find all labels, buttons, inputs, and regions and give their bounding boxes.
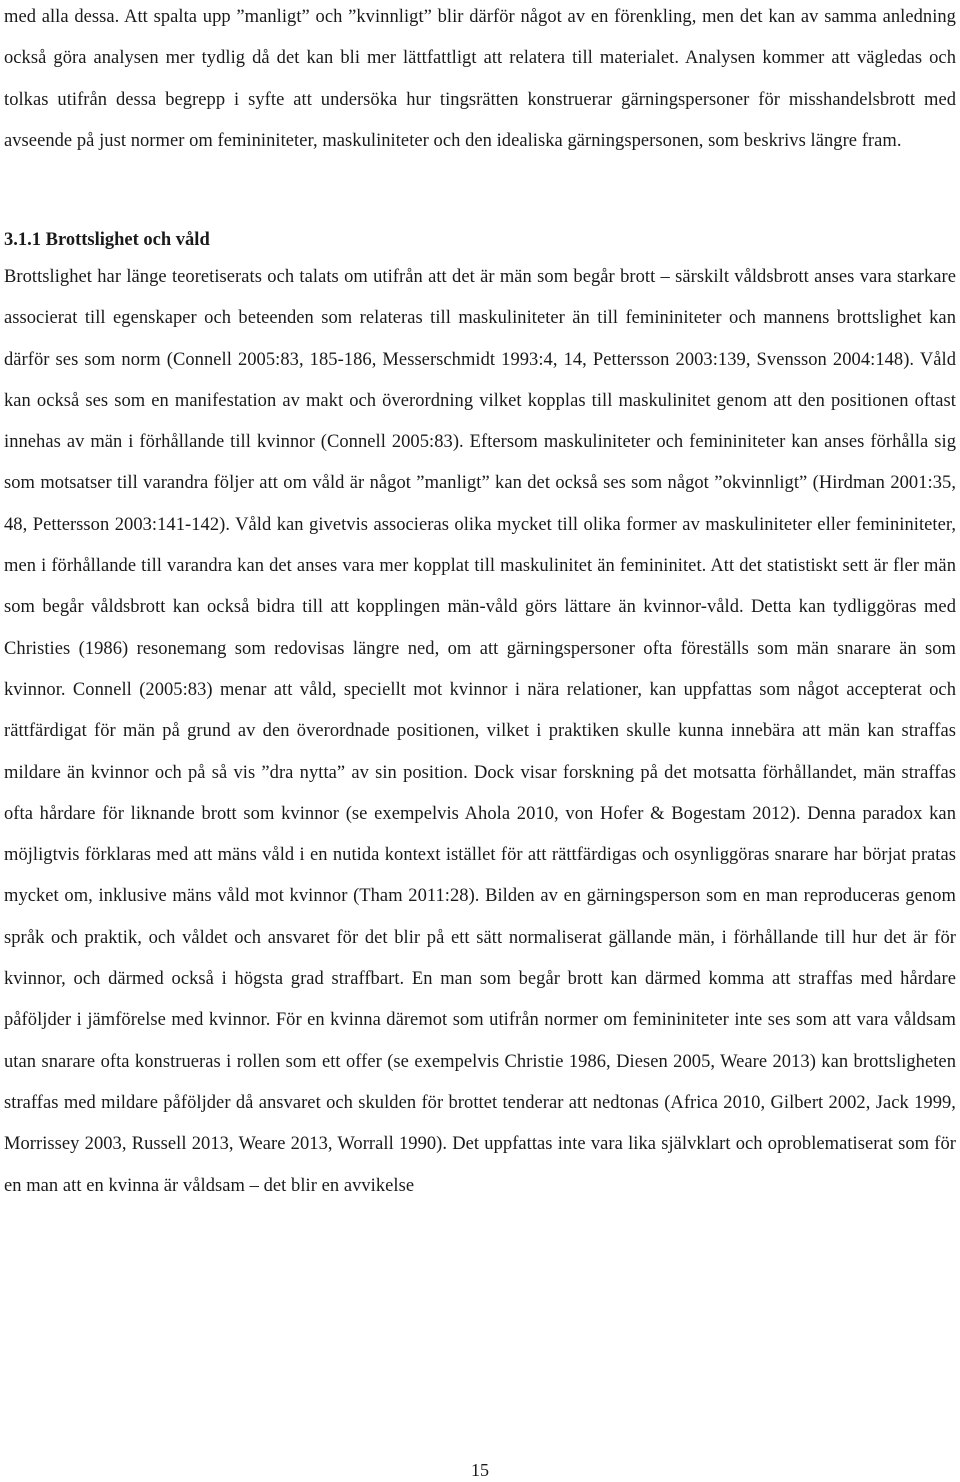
section-heading: 3.1.1 Brottslighet och våld [4,230,210,250]
document-page [4,0,956,1482]
body-paragraph-crime-violence: Brottslighet har länge teoretiserats och talats om utifrån att det är män som begår brott – särskilt våldsbrott anses vara starkare associerat till egenskaper och beteenden som relateras till maskuliniteter än till femininiteter och mannens brottslighet kan därför ses som norm (Connell 2005:83, 185-186, Messerschmidt 1993:4, 14, Pettersson 2003:139, Svensson 2004:148). Våld kan också ses som en manifestation av makt och överordning vilket kopplas till maskulinitet genom att den positionen oftast innehas av män i förhållande till kvinnor (Connell 2005:83). Eftersom maskuliniteter och femininiteter kan anses förhålla sig som motsatser till varandra följer att om våld är något ”manligt” kan det också ses som något ”okvinnligt” (Hirdman 2001:35, 48, Pettersson 2003:141-142). Våld kan givetvis associeras olika mycket till olika former av maskuliniteter eller femininiteter, men i förhållande till varandra kan det anses vara mer kopplat till maskulinitet än femininitet. Att det statistiskt sett är fler män som begår våldsbrott kan också bidra till att kopplingen män-våld görs lättare än kvinnor-våld. Detta kan tydliggöras med Christies (1986) resonemang som redovisas längre ned, om att gärningspersoner ofta föreställs som män snarare än som kvinnor. Connell (2005:83) menar att våld, speciellt mot kvinnor i nära relationer, kan uppfattas som något accepterat och rättfärdigat för män på grund av den överordnade positionen, vilket i praktiken skulle kunna innebära att män kan straffas mildare än kvinnor och på så vis ”dra nytta” av sin position. Dock visar forskning på det motsatta förhållandet, män straffas ofta hårdare för liknande brott som kvinnor (se exempelvis Ahola 2010, von Hofer & Bogestam 2012). Denna paradox kan möjligtvis förklaras med att mäns våld i en nutida kontext istället för att rättfärdigas och osynliggöras snarare har börjat pratas mycket om, inklusive mäns våld mot kvinnor (Tham 2011:28). Bilden av en gärningsperson som en man reproduceras genom språk och praktik, och våldet och ansvaret för det blir på ett sätt normaliserat gällande män, i förhållande till hur det är för kvinnor, och därmed också i högsta grad straffbart. En man som begår brott kan därmed komma att straffas med hårdare påföljder i jämförelse med kvinnor. För en kvinna däremot som utifrån normer om femininiteter inte ses som att vara våldsam utan snarare ofta konstrueras i rollen som ett offer (se exempelvis Christie 1986, Diesen 2005, Weare 2013) kan brottsligheten straffas med mildare påföljder då ansvaret och skulden för brottet tenderar att nedtonas (Africa 2010, Gilbert 2002, Jack 1999, Morrissey 2003, Russell 2013, Weare 2013, Worrall 1990). Det uppfattas inte vara lika självklart och oproblematiserat som för en man att en kvinna är våldsam – det blir en avvikelse [4,267,956,1196]
page-number: 15 [471,1460,489,1480]
body-paragraph-intro: med alla dessa. Att spalta upp ”manligt” och ”kvinnligt” blir därför något av en förenkling, men det kan av samma anledning också göra analysen mer tydlig då det kan bli mer lättfattligt att relatera till materialet. Analysen kommer att vägledas och tolkas utifrån dessa begrepp i syfte att undersöka hur tingsrätten konstruerar gärningspersoner för misshandelsbrott med avseende på just normer om femininiteter, maskuliniteter och den idealiska gärningspersonen, som beskrivs längre fram. [4,7,956,151]
